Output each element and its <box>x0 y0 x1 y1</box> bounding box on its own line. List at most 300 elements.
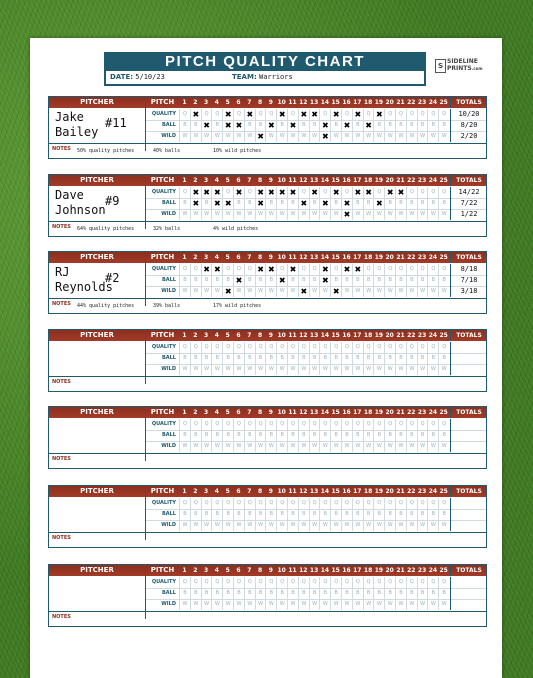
pitch-cell[interactable]: W <box>287 441 298 452</box>
pitch-cell[interactable]: B <box>427 353 438 364</box>
pitch-cell[interactable]: W <box>395 441 406 452</box>
pitch-cell[interactable]: B <box>201 588 212 599</box>
pitch-cell[interactable]: B <box>341 430 352 441</box>
pitch-cell[interactable]: Q <box>384 419 395 430</box>
pitch-mark-x[interactable]: ✖ <box>384 187 395 198</box>
pitch-cell[interactable]: B <box>427 275 438 286</box>
pitch-mark-x[interactable]: ✖ <box>341 198 352 209</box>
pitch-cell[interactable]: B <box>427 198 438 209</box>
pitch-cell[interactable]: Q <box>201 419 212 430</box>
pitch-mark-x[interactable]: ✖ <box>309 187 320 198</box>
pitch-cell[interactable]: Q <box>427 577 438 588</box>
pitch-cell[interactable]: W <box>417 364 428 375</box>
pitch-cell[interactable]: B <box>406 430 417 441</box>
pitch-cell[interactable]: Q <box>363 342 374 353</box>
pitch-cell[interactable]: W <box>255 364 266 375</box>
pitch-cell[interactable]: Q <box>395 419 406 430</box>
pitch-cell[interactable]: Q <box>438 187 449 198</box>
pitch-mark-x[interactable]: ✖ <box>255 131 266 142</box>
wild-total[interactable] <box>450 441 487 452</box>
pitch-cell[interactable]: B <box>265 275 276 286</box>
pitch-cell[interactable]: Q <box>276 342 287 353</box>
pitch-cell[interactable]: Q <box>417 264 428 275</box>
pitch-cell[interactable]: Q <box>298 187 309 198</box>
pitch-cell[interactable]: Q <box>438 264 449 275</box>
pitch-cell[interactable]: B <box>298 275 309 286</box>
pitch-cell[interactable]: B <box>211 509 222 520</box>
pitch-cell[interactable]: W <box>438 286 449 297</box>
pitch-cell[interactable]: W <box>395 520 406 531</box>
pitch-cell[interactable]: Q <box>395 342 406 353</box>
wild-total[interactable] <box>450 364 487 375</box>
pitch-cell[interactable]: B <box>179 275 190 286</box>
pitch-cell[interactable]: W <box>233 520 244 531</box>
pitch-cell[interactable]: B <box>309 509 320 520</box>
pitch-cell[interactable]: W <box>211 520 222 531</box>
pitch-cell[interactable]: B <box>309 588 320 599</box>
pitch-cell[interactable]: W <box>427 209 438 220</box>
pitch-cell[interactable]: Q <box>244 187 255 198</box>
pitch-cell[interactable]: Q <box>179 419 190 430</box>
pitch-cell[interactable]: B <box>244 120 255 131</box>
wild-total[interactable] <box>450 520 487 531</box>
pitch-cell[interactable]: Q <box>438 109 449 120</box>
pitch-cell[interactable]: B <box>309 120 320 131</box>
pitch-cell[interactable]: Q <box>406 187 417 198</box>
pitch-cell[interactable]: W <box>265 520 276 531</box>
pitch-cell[interactable]: Q <box>222 264 233 275</box>
pitcher-name[interactable]: Jake Bailey <box>55 110 99 139</box>
pitch-cell[interactable]: Q <box>406 264 417 275</box>
pitch-cell[interactable]: B <box>363 509 374 520</box>
pitch-cell[interactable]: B <box>255 509 266 520</box>
pitch-mark-x[interactable]: ✖ <box>352 187 363 198</box>
pitch-cell[interactable]: W <box>276 599 287 610</box>
pitch-cell[interactable]: W <box>395 131 406 142</box>
pitch-cell[interactable]: B <box>276 120 287 131</box>
pitch-cell[interactable]: W <box>255 441 266 452</box>
pitch-cell[interactable]: Q <box>233 109 244 120</box>
pitcher-name[interactable]: RJ Reynolds <box>55 265 113 294</box>
pitch-cell[interactable]: W <box>255 520 266 531</box>
pitch-cell[interactable]: W <box>395 209 406 220</box>
pitch-cell[interactable]: W <box>363 599 374 610</box>
ball-total[interactable] <box>450 353 487 364</box>
pitch-cell[interactable]: W <box>309 209 320 220</box>
pitch-cell[interactable]: W <box>309 364 320 375</box>
pitch-cell[interactable]: B <box>190 120 201 131</box>
pitch-mark-x[interactable]: ✖ <box>190 109 201 120</box>
pitch-cell[interactable]: B <box>201 198 212 209</box>
pitch-cell[interactable]: Q <box>190 577 201 588</box>
pitch-cell[interactable]: B <box>384 120 395 131</box>
pitch-cell[interactable]: Q <box>190 264 201 275</box>
quality-total[interactable]: 8/18 <box>450 264 487 275</box>
pitch-mark-x[interactable]: ✖ <box>330 187 341 198</box>
pitch-cell[interactable]: W <box>417 599 428 610</box>
pitch-mark-x[interactable]: ✖ <box>276 187 287 198</box>
pitch-mark-x[interactable]: ✖ <box>222 198 233 209</box>
pitch-cell[interactable]: Q <box>363 109 374 120</box>
pitch-cell[interactable]: W <box>341 131 352 142</box>
pitch-cell[interactable]: B <box>255 275 266 286</box>
pitch-cell[interactable]: B <box>287 275 298 286</box>
pitch-cell[interactable]: Q <box>287 498 298 509</box>
pitch-mark-x[interactable]: ✖ <box>265 120 276 131</box>
pitch-cell[interactable]: Q <box>352 419 363 430</box>
pitch-cell[interactable]: Q <box>211 577 222 588</box>
notes-row[interactable] <box>49 453 486 469</box>
pitch-cell[interactable]: W <box>417 286 428 297</box>
pitch-cell[interactable]: W <box>287 364 298 375</box>
pitch-cell[interactable]: B <box>373 509 384 520</box>
pitch-cell[interactable]: Q <box>330 577 341 588</box>
pitch-cell[interactable]: B <box>276 588 287 599</box>
pitch-cell[interactable]: Q <box>427 187 438 198</box>
pitch-cell[interactable]: W <box>298 364 309 375</box>
pitch-cell[interactable]: W <box>352 520 363 531</box>
pitch-cell[interactable]: B <box>233 588 244 599</box>
pitch-mark-x[interactable]: ✖ <box>222 109 233 120</box>
pitch-cell[interactable]: W <box>427 441 438 452</box>
pitch-cell[interactable]: B <box>222 509 233 520</box>
pitch-cell[interactable]: B <box>309 430 320 441</box>
pitch-mark-x[interactable]: ✖ <box>309 109 320 120</box>
pitch-cell[interactable]: W <box>211 209 222 220</box>
wild-total[interactable] <box>450 599 487 610</box>
pitch-cell[interactable]: B <box>287 353 298 364</box>
pitch-cell[interactable]: B <box>287 588 298 599</box>
pitch-cell[interactable]: B <box>395 198 406 209</box>
pitch-cell[interactable]: Q <box>330 264 341 275</box>
pitch-cell[interactable]: B <box>222 588 233 599</box>
pitch-cell[interactable]: B <box>330 120 341 131</box>
pitch-cell[interactable]: B <box>211 353 222 364</box>
pitch-cell[interactable]: W <box>363 441 374 452</box>
pitch-mark-x[interactable]: ✖ <box>211 264 222 275</box>
pitch-cell[interactable]: W <box>244 520 255 531</box>
pitch-cell[interactable]: W <box>438 131 449 142</box>
date-value[interactable]: 5/10/23 <box>135 73 165 81</box>
note-text[interactable]: 44% quality pitches <box>77 303 135 309</box>
pitch-cell[interactable]: W <box>255 286 266 297</box>
pitch-mark-x[interactable]: ✖ <box>233 275 244 286</box>
pitch-cell[interactable]: B <box>255 430 266 441</box>
note-text[interactable]: 39% balls <box>153 303 181 309</box>
pitch-mark-x[interactable]: ✖ <box>287 120 298 131</box>
pitch-cell[interactable]: B <box>438 353 449 364</box>
quality-total[interactable] <box>450 419 487 430</box>
pitch-mark-x[interactable]: ✖ <box>265 187 276 198</box>
pitch-cell[interactable]: B <box>373 588 384 599</box>
wild-total[interactable]: 2/20 <box>450 131 487 142</box>
pitch-cell[interactable]: W <box>190 286 201 297</box>
pitch-cell[interactable]: B <box>244 509 255 520</box>
pitch-cell[interactable]: Q <box>438 342 449 353</box>
pitch-cell[interactable]: Q <box>341 187 352 198</box>
pitch-cell[interactable]: B <box>417 198 428 209</box>
ball-total[interactable] <box>450 588 487 599</box>
pitch-cell[interactable]: Q <box>265 498 276 509</box>
pitch-cell[interactable]: Q <box>309 264 320 275</box>
pitch-mark-x[interactable]: ✖ <box>363 120 374 131</box>
pitch-cell[interactable]: W <box>222 520 233 531</box>
pitch-cell[interactable]: B <box>363 430 374 441</box>
pitch-cell[interactable]: Q <box>298 264 309 275</box>
pitch-cell[interactable]: Q <box>201 342 212 353</box>
pitch-cell[interactable]: W <box>265 599 276 610</box>
pitch-mark-x[interactable]: ✖ <box>319 264 330 275</box>
pitch-cell[interactable]: W <box>406 286 417 297</box>
pitch-cell[interactable]: W <box>406 520 417 531</box>
pitch-cell[interactable]: Q <box>373 419 384 430</box>
pitch-cell[interactable]: W <box>233 286 244 297</box>
pitch-cell[interactable]: Q <box>427 109 438 120</box>
pitch-cell[interactable]: W <box>287 131 298 142</box>
pitch-cell[interactable]: W <box>244 286 255 297</box>
pitch-cell[interactable]: Q <box>244 342 255 353</box>
wild-total[interactable]: 1/22 <box>450 209 487 220</box>
pitch-cell[interactable]: Q <box>190 419 201 430</box>
pitch-cell[interactable]: Q <box>309 419 320 430</box>
pitch-cell[interactable]: B <box>309 275 320 286</box>
pitch-cell[interactable]: W <box>341 364 352 375</box>
pitch-cell[interactable]: W <box>201 364 212 375</box>
notes-row[interactable] <box>49 376 486 392</box>
pitch-cell[interactable]: W <box>330 131 341 142</box>
pitch-cell[interactable]: Q <box>211 419 222 430</box>
pitch-cell[interactable]: Q <box>373 342 384 353</box>
pitch-cell[interactable]: W <box>190 364 201 375</box>
pitch-cell[interactable]: W <box>341 441 352 452</box>
pitch-cell[interactable]: B <box>309 198 320 209</box>
pitch-cell[interactable]: W <box>211 599 222 610</box>
note-text[interactable]: 40% balls <box>153 148 181 154</box>
pitch-cell[interactable]: W <box>363 520 374 531</box>
pitch-cell[interactable]: Q <box>190 342 201 353</box>
pitch-cell[interactable]: W <box>201 520 212 531</box>
pitch-mark-x[interactable]: ✖ <box>201 187 212 198</box>
pitch-cell[interactable]: W <box>276 520 287 531</box>
pitch-cell[interactable]: W <box>363 131 374 142</box>
pitch-mark-x[interactable]: ✖ <box>373 109 384 120</box>
pitch-cell[interactable]: B <box>438 588 449 599</box>
note-text[interactable]: 50% quality pitches <box>77 148 135 154</box>
pitch-cell[interactable]: Q <box>319 187 330 198</box>
pitch-mark-x[interactable]: ✖ <box>222 120 233 131</box>
pitch-cell[interactable]: B <box>352 275 363 286</box>
pitch-cell[interactable]: B <box>265 430 276 441</box>
pitch-cell[interactable]: W <box>373 520 384 531</box>
pitch-cell[interactable]: B <box>373 120 384 131</box>
pitch-cell[interactable]: Q <box>298 342 309 353</box>
pitch-cell[interactable]: Q <box>255 109 266 120</box>
pitch-cell[interactable]: Q <box>384 264 395 275</box>
pitch-cell[interactable]: Q <box>179 109 190 120</box>
pitch-mark-x[interactable]: ✖ <box>222 286 233 297</box>
pitch-mark-x[interactable]: ✖ <box>255 187 266 198</box>
pitch-cell[interactable]: B <box>373 275 384 286</box>
pitch-cell[interactable]: Q <box>406 419 417 430</box>
pitcher-number[interactable]: #2 <box>105 271 120 285</box>
pitch-cell[interactable]: Q <box>417 419 428 430</box>
pitch-cell[interactable]: B <box>233 353 244 364</box>
pitch-cell[interactable]: B <box>233 509 244 520</box>
pitch-cell[interactable]: W <box>438 441 449 452</box>
pitch-cell[interactable]: Q <box>395 498 406 509</box>
pitch-cell[interactable]: W <box>341 520 352 531</box>
pitch-cell[interactable]: Q <box>298 498 309 509</box>
pitch-cell[interactable]: W <box>417 131 428 142</box>
pitch-cell[interactable]: W <box>330 364 341 375</box>
pitch-cell[interactable]: Q <box>395 577 406 588</box>
pitch-cell[interactable]: B <box>352 353 363 364</box>
pitch-cell[interactable]: Q <box>384 109 395 120</box>
ball-total[interactable]: 8/20 <box>450 120 487 131</box>
quality-total[interactable]: 10/20 <box>450 109 487 120</box>
pitch-mark-x[interactable]: ✖ <box>319 131 330 142</box>
pitch-cell[interactable]: Q <box>222 498 233 509</box>
pitch-cell[interactable]: B <box>395 588 406 599</box>
pitch-mark-x[interactable]: ✖ <box>201 120 212 131</box>
pitch-cell[interactable]: W <box>298 209 309 220</box>
pitch-cell[interactable]: Q <box>384 342 395 353</box>
pitch-cell[interactable]: W <box>233 209 244 220</box>
pitch-cell[interactable]: W <box>438 520 449 531</box>
pitch-cell[interactable]: B <box>233 430 244 441</box>
pitch-cell[interactable]: W <box>363 209 374 220</box>
pitch-cell[interactable]: B <box>190 588 201 599</box>
pitch-cell[interactable]: B <box>309 353 320 364</box>
pitch-cell[interactable]: W <box>190 520 201 531</box>
pitch-cell[interactable]: W <box>233 599 244 610</box>
notes-row[interactable] <box>49 221 486 237</box>
quality-total[interactable] <box>450 342 487 353</box>
pitch-cell[interactable]: W <box>244 441 255 452</box>
pitch-cell[interactable]: W <box>427 520 438 531</box>
pitch-cell[interactable]: W <box>244 131 255 142</box>
pitch-mark-x[interactable]: ✖ <box>244 109 255 120</box>
pitch-cell[interactable]: B <box>222 275 233 286</box>
pitch-cell[interactable]: W <box>319 364 330 375</box>
pitcher-name[interactable]: Dave Johnson <box>55 188 106 217</box>
pitch-cell[interactable]: W <box>276 364 287 375</box>
pitch-cell[interactable]: B <box>406 198 417 209</box>
pitch-cell[interactable]: Q <box>233 264 244 275</box>
pitch-cell[interactable]: Q <box>222 577 233 588</box>
pitch-cell[interactable]: W <box>330 209 341 220</box>
pitch-cell[interactable]: B <box>244 198 255 209</box>
pitch-cell[interactable]: B <box>427 588 438 599</box>
pitch-cell[interactable]: B <box>244 588 255 599</box>
pitch-cell[interactable]: B <box>222 353 233 364</box>
pitch-cell[interactable]: B <box>190 430 201 441</box>
pitch-cell[interactable]: W <box>309 441 320 452</box>
pitch-mark-x[interactable]: ✖ <box>211 187 222 198</box>
pitch-cell[interactable]: B <box>384 588 395 599</box>
pitch-mark-x[interactable]: ✖ <box>287 187 298 198</box>
pitch-cell[interactable]: W <box>438 599 449 610</box>
pitch-cell[interactable]: B <box>190 353 201 364</box>
pitch-cell[interactable]: Q <box>244 498 255 509</box>
pitcher-number[interactable]: #11 <box>105 116 127 130</box>
pitch-cell[interactable]: Q <box>287 342 298 353</box>
pitch-cell[interactable]: Q <box>417 109 428 120</box>
pitch-cell[interactable]: Q <box>265 577 276 588</box>
pitch-cell[interactable]: Q <box>395 109 406 120</box>
pitch-cell[interactable]: B <box>276 509 287 520</box>
pitch-cell[interactable]: W <box>179 286 190 297</box>
pitch-cell[interactable]: W <box>373 364 384 375</box>
pitch-cell[interactable]: B <box>384 198 395 209</box>
notes-row[interactable] <box>49 611 486 627</box>
pitch-cell[interactable]: Q <box>179 498 190 509</box>
pitch-cell[interactable]: W <box>298 441 309 452</box>
pitch-cell[interactable]: B <box>190 509 201 520</box>
pitch-cell[interactable]: W <box>190 131 201 142</box>
pitcher-number[interactable]: #9 <box>105 194 120 208</box>
pitch-cell[interactable]: B <box>352 430 363 441</box>
pitch-cell[interactable]: W <box>233 364 244 375</box>
pitch-cell[interactable]: B <box>179 588 190 599</box>
pitch-cell[interactable]: B <box>179 353 190 364</box>
pitch-cell[interactable]: B <box>341 275 352 286</box>
pitch-cell[interactable]: B <box>298 430 309 441</box>
pitch-cell[interactable]: B <box>427 430 438 441</box>
pitch-cell[interactable]: Q <box>384 498 395 509</box>
pitch-cell[interactable]: Q <box>233 577 244 588</box>
pitch-cell[interactable]: B <box>341 588 352 599</box>
pitch-cell[interactable]: Q <box>373 577 384 588</box>
pitch-cell[interactable]: Q <box>255 577 266 588</box>
pitch-cell[interactable]: B <box>384 353 395 364</box>
pitch-cell[interactable]: W <box>352 209 363 220</box>
notes-row[interactable] <box>49 298 486 314</box>
note-text[interactable]: 4% wild pitches <box>213 226 259 232</box>
pitch-cell[interactable]: B <box>190 275 201 286</box>
pitch-cell[interactable]: Q <box>201 109 212 120</box>
ball-total[interactable] <box>450 430 487 441</box>
pitch-cell[interactable]: W <box>406 364 417 375</box>
quality-total[interactable] <box>450 577 487 588</box>
pitch-cell[interactable]: W <box>309 131 320 142</box>
pitch-cell[interactable]: B <box>211 430 222 441</box>
pitch-cell[interactable]: W <box>384 520 395 531</box>
pitch-cell[interactable]: Q <box>417 187 428 198</box>
pitch-cell[interactable]: W <box>319 286 330 297</box>
note-text[interactable]: 64% quality pitches <box>77 226 135 232</box>
pitch-cell[interactable]: Q <box>373 498 384 509</box>
pitch-cell[interactable]: W <box>244 209 255 220</box>
pitch-cell[interactable]: Q <box>233 498 244 509</box>
pitch-cell[interactable]: Q <box>363 264 374 275</box>
pitch-cell[interactable]: B <box>417 588 428 599</box>
pitch-cell[interactable]: W <box>190 209 201 220</box>
pitch-cell[interactable]: W <box>244 364 255 375</box>
pitch-cell[interactable]: B <box>179 430 190 441</box>
pitch-mark-x[interactable]: ✖ <box>395 187 406 198</box>
pitch-mark-x[interactable]: ✖ <box>298 109 309 120</box>
pitch-cell[interactable]: W <box>298 520 309 531</box>
pitch-cell[interactable]: Q <box>244 264 255 275</box>
pitch-cell[interactable]: B <box>255 588 266 599</box>
pitch-cell[interactable]: Q <box>276 577 287 588</box>
pitch-cell[interactable]: W <box>276 131 287 142</box>
pitch-cell[interactable]: Q <box>384 577 395 588</box>
pitch-cell[interactable]: W <box>330 599 341 610</box>
pitch-cell[interactable]: B <box>406 509 417 520</box>
pitch-cell[interactable]: W <box>233 441 244 452</box>
